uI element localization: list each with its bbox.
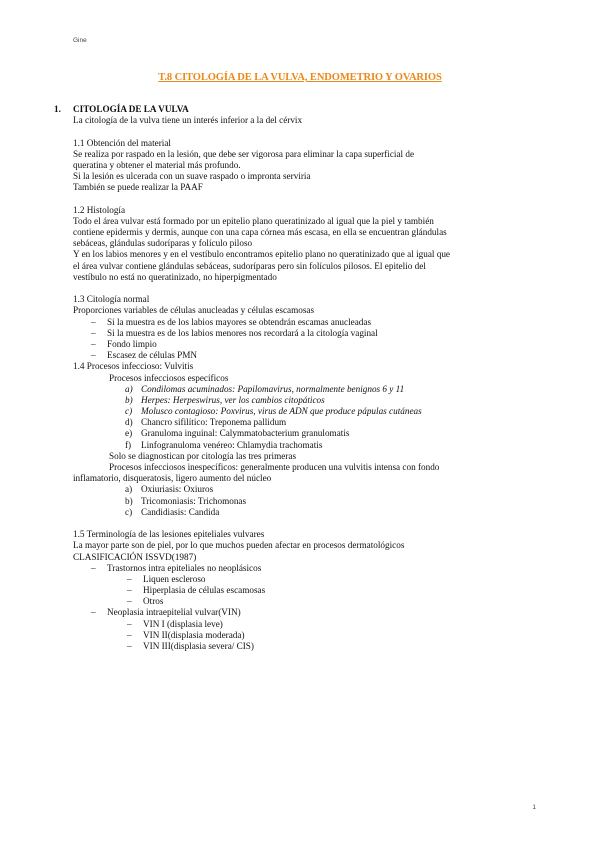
classification-group	[73, 563, 533, 574]
paragraph-line: contiene epidermis y dermis, aunque con una capa córnea más escasa, en ella se encuentran glándulas	[73, 227, 447, 238]
dash-marker: –	[127, 618, 132, 629]
dash-marker: –	[91, 316, 96, 327]
group-text: Trastornos intra epiteliales no neoplásicos	[107, 562, 262, 573]
subsection-1-5-heading: 1.5 Terminología de las lesiones epiteliales vulvares	[73, 529, 265, 540]
classification-subitem	[73, 585, 533, 596]
classification-subitem	[73, 574, 533, 585]
dash-marker: –	[91, 350, 96, 361]
paragraph-line: el área vulvar contiene glándulas sebáceas, sudoríparas pero sin folículos pilosos. El epitelio del	[73, 260, 426, 271]
classification-subitem	[73, 596, 533, 607]
paragraph-line: Todo el área vulvar está formado por un epitelio plano queratinizado al igual que la piel y también	[73, 215, 434, 226]
list-item-text: Si la muestra es de los labios menores nos recordará a la citología vaginal	[107, 327, 378, 338]
specific-process-item	[73, 417, 533, 428]
item-text: Herpes: Herpeswirus, ver los cambios citopáticos	[141, 394, 325, 405]
page-number: 1	[532, 804, 536, 811]
paragraph-line: Y en los labios menores y en el vestíbulo encontramos epitelio plano no queratinizado que al igual que	[73, 249, 451, 260]
item-marker: b)	[125, 394, 133, 405]
list-item	[73, 350, 533, 361]
item-marker: b)	[125, 495, 133, 506]
classification-subitem	[73, 619, 533, 630]
nonspecific-processes-line: Procesos infecciosos inespecíficos: generalmente producen una vulvitis intensa con fondo	[109, 462, 440, 472]
list-item	[73, 317, 533, 328]
paragraph-line: vestíbulo no está no queratinizado, no hiperpigmentado	[73, 271, 277, 282]
dash-marker: –	[127, 629, 132, 640]
paragraph-line: La mayor parte son de piel, por lo que muchos pueden afectar en procesos dermatológicos	[73, 540, 405, 551]
dash-marker: –	[127, 573, 132, 584]
subitem-text: VIN I (displasia leve)	[143, 618, 223, 629]
classification-subitem	[73, 641, 533, 652]
item-marker: f)	[125, 439, 132, 450]
nonspecific-process-item	[73, 507, 533, 518]
item-marker: e)	[125, 428, 133, 439]
item-marker: d)	[125, 417, 133, 428]
nonspecific-process-item	[73, 496, 533, 507]
classification-subitem	[73, 630, 533, 641]
list-item-text: Escasez de células PMN	[107, 350, 198, 361]
subitem-text: Hiperplasia de células escamosas	[143, 585, 266, 596]
page-title: T.8 CITOLOGÍA DE LA VULVA, ENDOMETRIO Y OVARIOS	[158, 72, 442, 83]
specific-process-item	[73, 428, 533, 439]
item-marker: a)	[125, 383, 133, 394]
only-three-note: Solo se diagnostican por citología las tres primeras	[109, 450, 297, 461]
specific-processes-title: Procesos infecciosos específicos	[109, 372, 229, 383]
subitem-text: VIN II(displasia moderada)	[143, 629, 245, 640]
item-text: Condilomas acuminados: Papilomavirus, normalmente benignos 6 y 11	[141, 383, 405, 394]
group-text: Neoplasia intraepitelial vulvar(VIN)	[107, 607, 241, 618]
document-body	[54, 104, 533, 652]
paragraph-line: sebáceas, glándulas sudoríparas y folículo piloso	[73, 238, 253, 249]
specific-process-item	[73, 440, 533, 451]
section-1-intro: La citología de la vulva tiene un interés inferior a la del cérvix	[73, 115, 303, 126]
subsection-1-2-heading: 1.2 Histología	[73, 204, 126, 215]
paragraph-line: Proporciones variables de células anucleadas y células escamosas	[73, 305, 315, 316]
specific-process-item	[73, 384, 533, 395]
subsection-1-3-heading: 1.3 Citología normal	[73, 294, 150, 305]
list-item-text: Si la muestra es de los labios mayores se obtendrán escamas anucleadas	[107, 316, 372, 327]
subitem-text: Liquen escleroso	[143, 573, 206, 584]
section-1-heading	[54, 104, 533, 115]
dash-marker: –	[127, 596, 132, 607]
specific-process-item	[73, 406, 533, 417]
dash-marker: –	[91, 327, 96, 338]
item-marker: c)	[125, 406, 133, 417]
item-text: Linfogranuloma venéreo: Chlamydia trachomatis	[141, 439, 323, 450]
item-marker: c)	[125, 506, 133, 517]
item-text: Oxiuriasis: Oxiuros	[141, 484, 214, 495]
list-item	[73, 328, 533, 339]
paragraph-line: Si la lesión es ulcerada con un suave raspado o impronta serviria	[73, 171, 311, 182]
nonspecific-processes-line: inflamatorio, disqueratosis, ligero aumento del núcleo	[73, 473, 272, 484]
dash-marker: –	[127, 641, 132, 651]
subitem-text: Otros	[143, 596, 164, 607]
paragraph-line: queratina y obtener el material más profundo.	[73, 159, 241, 170]
page-header: Gine	[73, 37, 87, 44]
item-marker: a)	[125, 484, 133, 495]
classification-group	[73, 607, 533, 618]
item-text: Chancro sifilítico: Treponema pallidum	[141, 417, 287, 428]
dash-marker: –	[127, 585, 132, 596]
nonspecific-process-item	[73, 484, 533, 495]
paragraph-line: Se realiza por raspado en la lesión, que debe ser vigorosa para eliminar la capa superficial de	[73, 148, 415, 159]
item-text: Tricomoniasis: Trichomonas	[141, 495, 247, 506]
classification-line: CLASIFICACIÓN ISSVD(1987)	[73, 551, 197, 562]
subitem-text: VIN III(displasia severa/ CIS)	[143, 641, 254, 651]
paragraph-line: También se puede realizar la PAAF	[73, 182, 203, 193]
dash-marker: –	[91, 338, 96, 349]
list-item-text: Fondo limpio	[107, 338, 157, 349]
item-text: Granuloma inguinal: Calymmatobacterium granulomatis	[141, 428, 350, 439]
item-text: Molusco contagioso: Poxvirus, virus de ADN que produce pápulas cutáneas	[141, 406, 422, 417]
dash-marker: –	[91, 607, 96, 618]
subsection-1-1-heading: 1.1 Obtención del material	[73, 137, 171, 148]
list-item	[73, 339, 533, 350]
subsection-1-4-heading: 1.4 Procesos infeccioso: Vulvitis	[73, 361, 194, 372]
specific-process-item	[73, 395, 533, 406]
section-number: 1.	[54, 104, 61, 114]
item-text: Candidiasis: Candida	[141, 506, 220, 517]
section-heading-text: CITOLOGÍA DE LA VULVA	[73, 104, 189, 114]
dash-marker: –	[91, 562, 96, 573]
